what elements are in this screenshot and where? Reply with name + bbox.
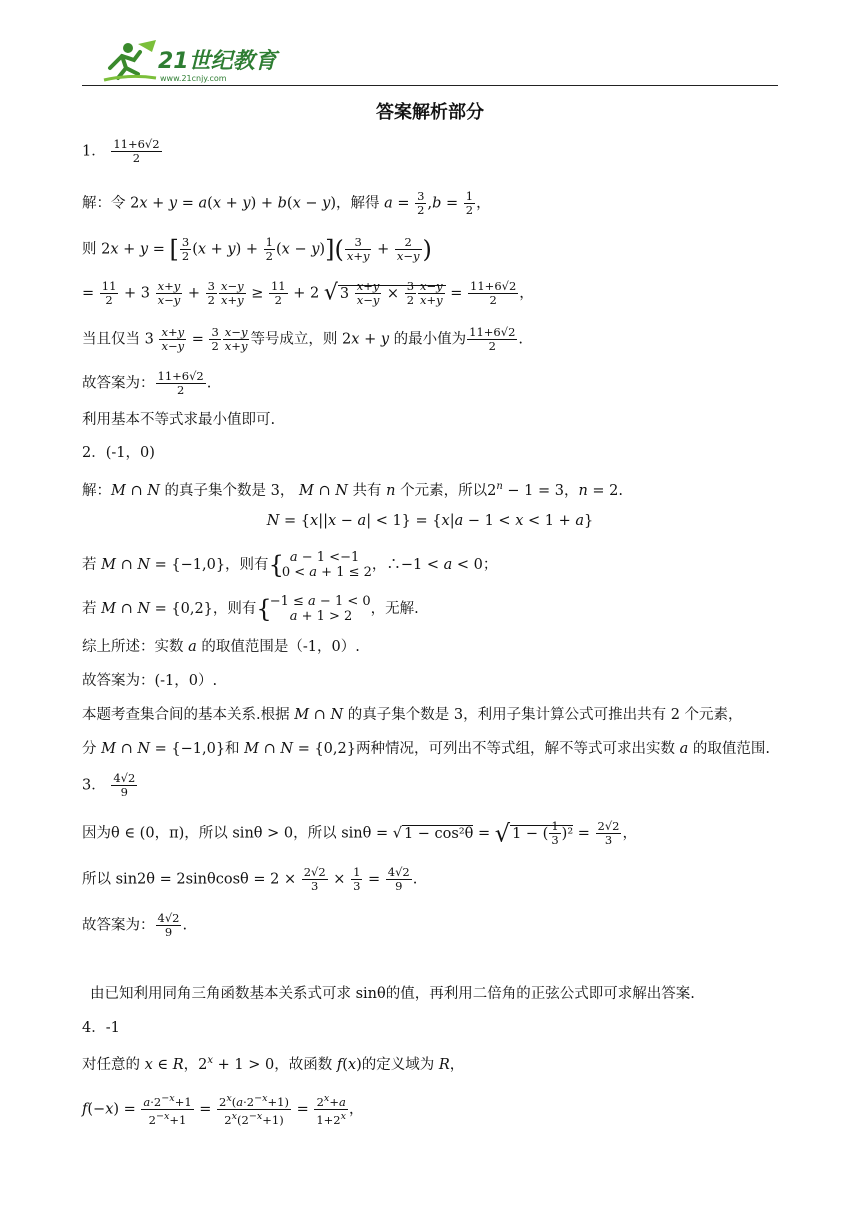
q3-line3: 故答案为： $\frac{4√2}{9}$ . [82,911,188,939]
q1-line2: 则 2x + y = [ $\frac{3}{2}$ (x + y) + $\frac{1}{2}$ (x − y)]( $\frac{3}{x+y}$ + $\frac{2}{x-y}$ ) [82,235,432,264]
q2-line7: 本题考查集合间的基本关系.根据 M ∩ N 的真子集个数是 3，利用子集计算公式可推出共有 2 个元素， [82,707,743,723]
q1-answer: 1． $\frac{11+6√2}{2}$ [82,137,160,165]
logo [100,38,280,84]
q3-line4: 由已知利用同角三角函数基本关系式可求 sinθ的值，再利用二倍角的正弦公式即可求解出答案. [90,986,695,1002]
q2-line5: 综上所述：实数 a 的取值范围是（-1，0）. [82,639,360,655]
q2-line8: 分 M ∩ N = {−1,0}和 M ∩ N = {0,2}两种情况，可列出不等式组，解不等式可求出实数 a 的取值范围. [82,741,770,757]
logo-url: www.21cnjy.com [160,74,227,83]
header-rule [82,85,778,86]
page-title: 答案解析部分 [376,102,484,123]
q2-line3: 若 M ∩ N = {−1,0}，则有{ a − 1 <−1 0 < a + 1 ≤ 2 ，∴−1 < a < 0； [82,550,498,580]
q1-line5: 故答案为： $\frac{11+6√2}{2}$ . [82,369,212,397]
q3-line2: 所以 sin2θ = 2sinθcosθ = 2 × $\frac{2√2}{3}$ × $\frac{1}{3}$ = $\frac{4√2}{9}$ . [82,865,418,893]
q3-answer: 3． $\frac{4√2}{9}$ [82,771,136,799]
q4-answer: 4．-1 [82,1020,120,1036]
q2-answer: 2．(-1，0) [82,445,155,461]
q2-line4: 若 M ∩ N = {0,2}，则有{ −1 ≤ a − 1 < 0 a + 1 > 2 ，无解. [82,594,419,624]
q2-line2: N = {x||x − a| < 1} = {x|a − 1 < x < 1 + a} [266,513,594,529]
q1-line3: = $\frac{11}{2}$ + 3 $\frac{x+y}{x-y}$ + $\frac{3}{2}$ $\frac{x-y}{x+y}$ ≥ $\frac{11}{2}$ + 2 √ 3 $\frac{x+y}{x-y}$ × $\frac{3}{2}$ $\frac{x-y}{x+y}$ = $\frac{11+6√2}{2}$ ， [82,279,534,307]
q1-line4: 当且仅当 3 $\frac{x+y}{x-y}$ = $\frac{3}{2}$ $\frac{x-y}{x+y}$ 等号成立，则 2x + y 的最小值为 $\frac{11+6√2}{2}$ . [82,325,523,353]
q4-line1: 对任意的 x ∈ R，$2^x + 1 > 0$，故函数 f(x)的定义域为 R， [82,1055,465,1073]
q3-line1: 因为θ ∈ (0，π)，所以 sinθ > 0，所以 sinθ = √ 1 − cos²θ = √ 1 − ( $\frac{1}{3}$ )² = $\frac{2√2}{3}$ ， [82,819,637,848]
q1-line1: 解：令 2x + y = a(x + y) + b(x − y)，解得 a = $\frac{3}{2}$ ,b = $\frac{1}{2}$ ， [82,189,491,217]
q2-line1: 解：M ∩ N 的真子集个数是 3， M ∩ N 共有 n 个元素，所以$2^n - 1 = 3$，n = 2. [82,481,623,499]
q1-line6: 利用基本不等式求最小值即可. [82,412,276,428]
runner-logo-icon [100,38,280,84]
q4-line2: f(−x) = $\frac{a\cdot 2^{-x}+1}{2^{-x}+1}$ = $\frac{2^x(a\cdot 2^{-x}+1)}{2^x(2^{-x}+1)}$ = $\frac{2^x+a}{1+2^x}$ ， [82,1093,364,1127]
logo-text: 21世纪教育 [158,49,277,74]
q2-line6: 故答案为：(-1，0）. [82,673,218,689]
